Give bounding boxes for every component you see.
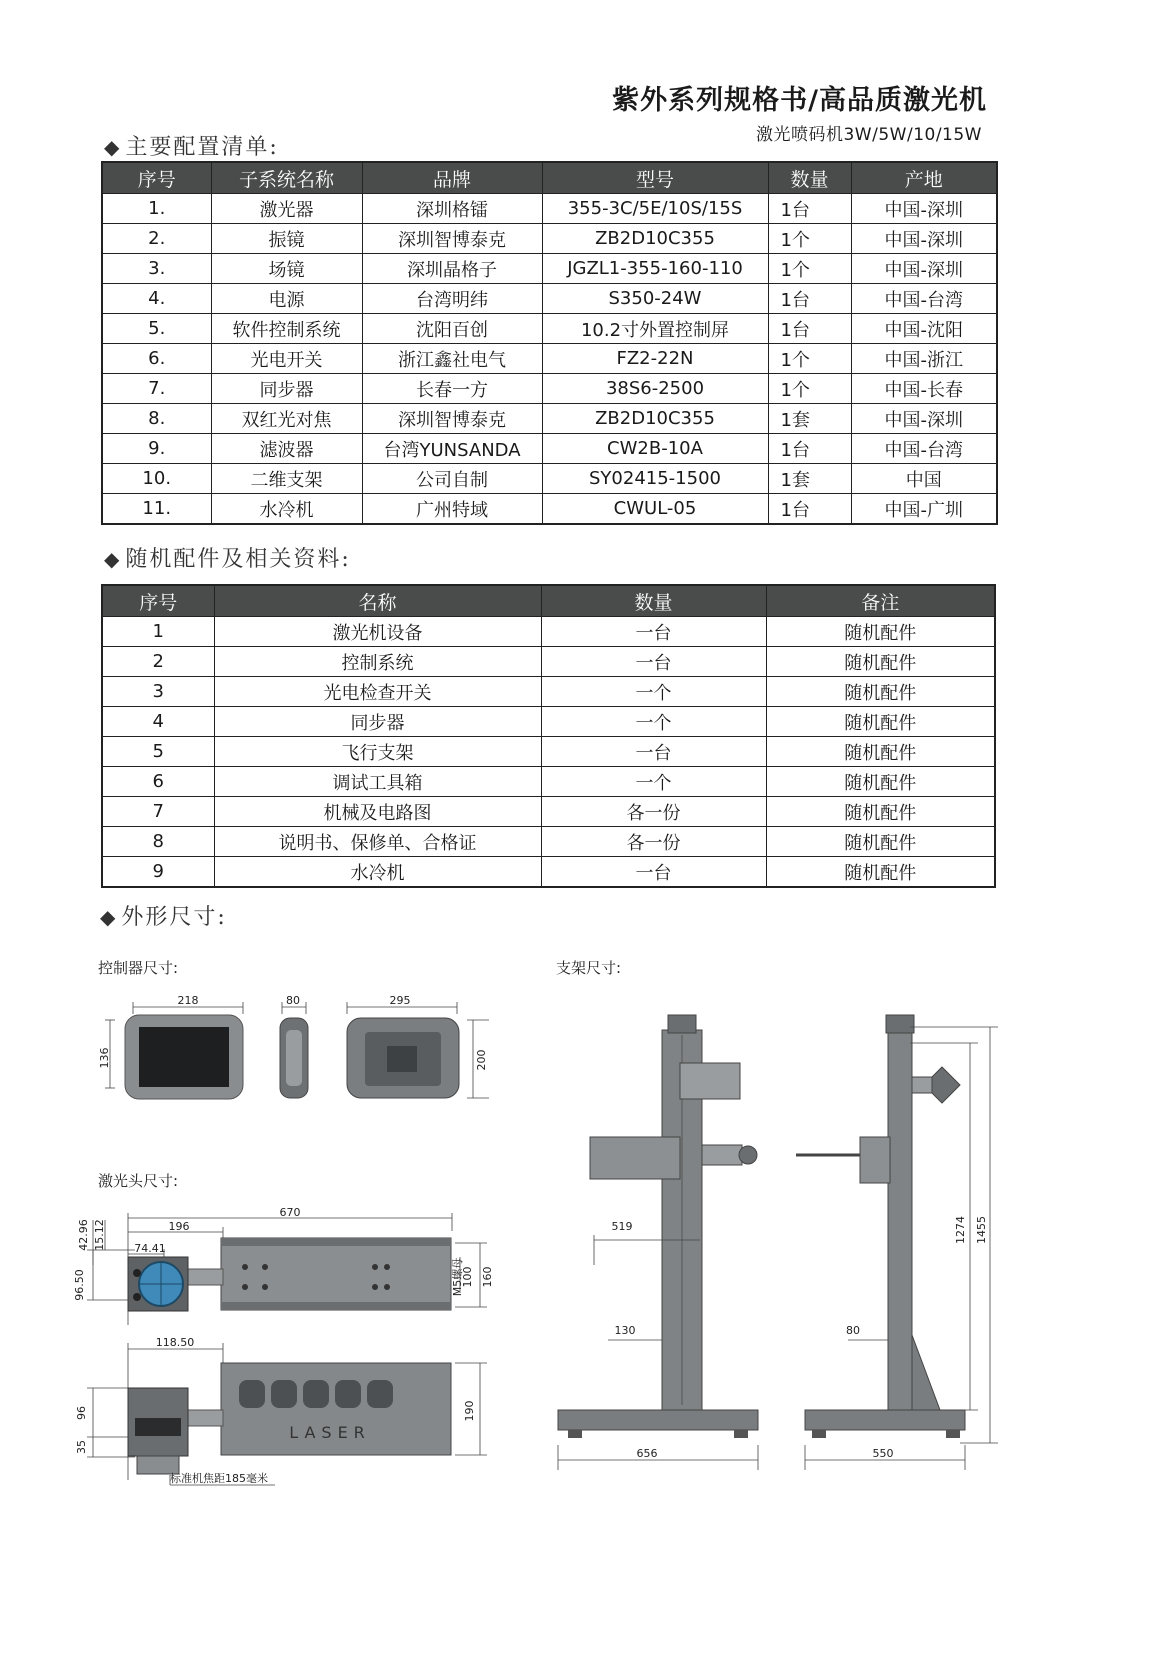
- accessories-section-heading: ◆ 随机配件及相关资料:: [104, 547, 351, 572]
- table-cell: 随机配件: [766, 617, 995, 647]
- table-cell: 随机配件: [766, 857, 995, 888]
- dim-label: 1274: [954, 1216, 967, 1244]
- table-cell: 9: [102, 857, 214, 888]
- table-cell: 1台: [768, 284, 851, 314]
- table-cell: 355-3C/5E/10S/15S: [542, 194, 768, 224]
- table-cell: 浙江鑫社电气: [362, 344, 542, 374]
- table-cell: 4: [102, 707, 214, 737]
- bolt: [133, 1269, 141, 1277]
- table-cell: 各一份: [541, 797, 766, 827]
- table-cell: S350-24W: [542, 284, 768, 314]
- table-cell: 9.: [102, 434, 211, 464]
- dim-label: 80: [846, 1324, 860, 1337]
- config-section-heading: ◆ 主要配置清单:: [104, 135, 279, 160]
- table-cell: 5: [102, 737, 214, 767]
- table-cell: JGZL1-355-160-110: [542, 254, 768, 284]
- accessories-table: [101, 584, 996, 888]
- focal-length-note: 标准机焦距185毫米: [170, 1472, 268, 1485]
- laser-head-top-drawing: [75, 1205, 535, 1335]
- stand-foot: [946, 1430, 960, 1438]
- table-row: [102, 434, 997, 464]
- table-row: [102, 314, 997, 344]
- dim-label: 130: [614, 1324, 636, 1337]
- bolt: [372, 1284, 378, 1290]
- stand-handwheel-icon: [886, 1015, 914, 1033]
- table-cell: 1台: [768, 494, 851, 525]
- bolt: [384, 1284, 390, 1290]
- table-row: [102, 404, 997, 434]
- dim-label: 35: [75, 1440, 88, 1454]
- table-row: [102, 284, 997, 314]
- table-cell: 深圳格镭: [362, 194, 542, 224]
- laser-body-rail: [221, 1302, 451, 1310]
- table-cell: 一台: [541, 857, 766, 888]
- bolt: [262, 1284, 268, 1290]
- table-cell: 台湾明纬: [362, 284, 542, 314]
- dim-label: 218: [177, 994, 199, 1007]
- table-cell: 深圳智博泰克: [362, 224, 542, 254]
- table-cell: 一个: [541, 767, 766, 797]
- stand-foot: [734, 1430, 748, 1438]
- stand-base-side: [805, 1410, 965, 1430]
- accessories-col-header: 备注: [766, 585, 995, 617]
- table-row: [102, 767, 995, 797]
- table-cell: 1.: [102, 194, 211, 224]
- table-cell: 台湾YUNSANDA: [362, 434, 542, 464]
- table-cell: 电源: [211, 284, 362, 314]
- config-col-header: 序号: [102, 162, 211, 194]
- dim-label: 550: [872, 1447, 894, 1460]
- table-cell: 说明书、保修单、合格证: [214, 827, 541, 857]
- table-cell: 1套: [768, 464, 851, 494]
- dim-label: 1455: [975, 1216, 988, 1244]
- stand-mount-arm: [912, 1077, 932, 1093]
- table-cell: 1套: [768, 404, 851, 434]
- laser-vent-icon: [239, 1380, 393, 1408]
- dim-label: 100: [461, 1266, 474, 1288]
- table-cell: 场镜: [211, 254, 362, 284]
- table-cell: 激光机设备: [214, 617, 541, 647]
- stand-handwheel-icon: [668, 1015, 696, 1033]
- page-subtitle: 激光喷码机3W/5W/10/15W: [755, 125, 982, 145]
- table-cell: 1台: [768, 314, 851, 344]
- table-cell: 一台: [541, 737, 766, 767]
- table-row: [102, 677, 995, 707]
- table-cell: 随机配件: [766, 827, 995, 857]
- table-cell: 光电开关: [211, 344, 362, 374]
- table-cell: 3: [102, 677, 214, 707]
- config-col-header: 子系统名称: [211, 162, 362, 194]
- bolt: [384, 1264, 390, 1270]
- laser-head-side-drawing: [75, 1335, 535, 1490]
- table-cell: 8.: [102, 404, 211, 434]
- bolt: [133, 1293, 141, 1301]
- table-cell: 1: [102, 617, 214, 647]
- stand-gusset: [912, 1335, 940, 1410]
- table-cell: 深圳智博泰克: [362, 404, 542, 434]
- dim-label: 96.50: [73, 1269, 86, 1301]
- table-cell: 中国-广圳: [851, 494, 997, 525]
- table-cell: 1个: [768, 254, 851, 284]
- dim-label: 136: [98, 1047, 111, 1069]
- dim-label: 80: [286, 994, 300, 1007]
- accessories-col-header: 数量: [541, 585, 766, 617]
- controller-dims-label: 控制器尺寸:: [98, 959, 179, 977]
- dim-label: 118.50: [155, 1336, 195, 1349]
- table-cell: 软件控制系统: [211, 314, 362, 344]
- table-cell: 一台: [541, 647, 766, 677]
- laser-logo: LASER: [289, 1423, 371, 1442]
- dim-label: 670: [279, 1206, 301, 1219]
- table-row: [102, 707, 995, 737]
- stand-clamp: [680, 1063, 740, 1099]
- accessories-col-header: 名称: [214, 585, 541, 617]
- table-cell: 随机配件: [766, 647, 995, 677]
- table-cell: 5.: [102, 314, 211, 344]
- table-row: [102, 254, 997, 284]
- stand-side-clamp: [860, 1137, 890, 1183]
- table-cell: 10.2寸外置控制屏: [542, 314, 768, 344]
- table-row: [102, 464, 997, 494]
- table-row: [102, 494, 997, 525]
- table-cell: 1台: [768, 194, 851, 224]
- table-cell: 38S6-2500: [542, 374, 768, 404]
- table-cell: 3.: [102, 254, 211, 284]
- table-cell: 机械及电路图: [214, 797, 541, 827]
- table-cell: 一台: [541, 617, 766, 647]
- table-cell: 光电检查开关: [214, 677, 541, 707]
- table-cell: 双红光对焦: [211, 404, 362, 434]
- table-row: [102, 374, 997, 404]
- table-cell: 公司自制: [362, 464, 542, 494]
- table-cell: 同步器: [214, 707, 541, 737]
- table-cell: 6.: [102, 344, 211, 374]
- table-cell: 控制系统: [214, 647, 541, 677]
- table-cell: 1个: [768, 224, 851, 254]
- table-cell: 2: [102, 647, 214, 677]
- table-cell: 激光器: [211, 194, 362, 224]
- controller-screen: [139, 1027, 229, 1087]
- table-cell: 随机配件: [766, 797, 995, 827]
- table-cell: 7.: [102, 374, 211, 404]
- table-row: [102, 194, 997, 224]
- laser-body-rail: [221, 1238, 451, 1246]
- dim-label: 96: [75, 1406, 88, 1420]
- bolt: [242, 1284, 248, 1290]
- controller-side-detail: [286, 1030, 302, 1086]
- table-row: [102, 797, 995, 827]
- stand-foot: [568, 1430, 582, 1438]
- stand-drawing: [550, 1005, 1020, 1485]
- config-col-header: 型号: [542, 162, 768, 194]
- table-cell: SY02415-1500: [542, 464, 768, 494]
- table-cell: 飞行支架: [214, 737, 541, 767]
- table-cell: 二维支架: [211, 464, 362, 494]
- table-cell: 随机配件: [766, 707, 995, 737]
- dim-label: M5螺母: [451, 1257, 464, 1297]
- table-cell: 7: [102, 797, 214, 827]
- table-cell: 一个: [541, 707, 766, 737]
- table-row: [102, 857, 995, 888]
- dim-label: 160: [481, 1266, 494, 1288]
- table-cell: 水冷机: [214, 857, 541, 888]
- diamond-bullet-icon: ◆: [100, 905, 118, 929]
- table-cell: 随机配件: [766, 737, 995, 767]
- stand-foot: [812, 1430, 826, 1438]
- dim-label: 656: [636, 1447, 658, 1460]
- table-row: [102, 224, 997, 254]
- table-row: [102, 827, 995, 857]
- diamond-bullet-icon: ◆: [104, 135, 122, 159]
- dim-label: 190: [463, 1400, 476, 1422]
- table-row: [102, 737, 995, 767]
- bolt: [372, 1264, 378, 1270]
- table-cell: 长春一方: [362, 374, 542, 404]
- dimensions-section-heading: ◆ 外形尺寸:: [100, 905, 227, 930]
- table-cell: 中国-台湾: [851, 284, 997, 314]
- table-cell: 中国-沈阳: [851, 314, 997, 344]
- table-cell: 中国-深圳: [851, 404, 997, 434]
- stand-dims-label: 支架尺寸:: [556, 959, 622, 977]
- table-cell: CWUL-05: [542, 494, 768, 525]
- table-cell: 随机配件: [766, 677, 995, 707]
- table-cell: 同步器: [211, 374, 362, 404]
- dim-label: 200: [475, 1049, 488, 1071]
- controller-drawing: [95, 990, 515, 1110]
- config-col-header: 品牌: [362, 162, 542, 194]
- dim-label: 196: [168, 1220, 190, 1233]
- table-cell: 沈阳百创: [362, 314, 542, 344]
- dim-label: 295: [389, 994, 411, 1007]
- table-cell: 1个: [768, 344, 851, 374]
- accessories-table-header: [102, 585, 995, 617]
- table-cell: 滤波器: [211, 434, 362, 464]
- table-cell: CW2B-10A: [542, 434, 768, 464]
- config-table-header: [102, 162, 997, 194]
- table-cell: 10.: [102, 464, 211, 494]
- table-cell: 中国-深圳: [851, 224, 997, 254]
- table-cell: 中国-长春: [851, 374, 997, 404]
- table-cell: 调试工具箱: [214, 767, 541, 797]
- table-cell: 11.: [102, 494, 211, 525]
- stand-knob-icon: [739, 1146, 757, 1164]
- controller-back-mount: [387, 1046, 417, 1072]
- table-cell: 中国-台湾: [851, 434, 997, 464]
- accessories-col-header: 序号: [102, 585, 214, 617]
- table-cell: ZB2D10C355: [542, 404, 768, 434]
- table-cell: 广州特域: [362, 494, 542, 525]
- bolt: [242, 1264, 248, 1270]
- dim-label: 519: [611, 1220, 633, 1233]
- stand-arm: [590, 1137, 680, 1179]
- dim-label: 74.41: [134, 1242, 166, 1255]
- config-col-header: 数量: [768, 162, 851, 194]
- table-cell: 水冷机: [211, 494, 362, 525]
- table-row: [102, 617, 995, 647]
- table-cell: 1个: [768, 374, 851, 404]
- table-cell: 中国-深圳: [851, 194, 997, 224]
- table-cell: 随机配件: [766, 767, 995, 797]
- table-cell: FZ2-22N: [542, 344, 768, 374]
- laser-neck: [187, 1410, 223, 1426]
- table-cell: 深圳晶格子: [362, 254, 542, 284]
- diamond-bullet-icon: ◆: [104, 547, 122, 571]
- table-cell: 中国: [851, 464, 997, 494]
- laser-neck: [187, 1269, 223, 1285]
- stand-column-side: [888, 1030, 912, 1410]
- table-cell: 8: [102, 827, 214, 857]
- config-col-header: 产地: [851, 162, 997, 194]
- stand-arm-extension: [702, 1145, 742, 1165]
- table-cell: 中国-浙江: [851, 344, 997, 374]
- page-title: 紫外系列规格书/高品质激光机: [612, 85, 987, 116]
- config-table: [101, 161, 998, 525]
- laser-head-dims-label: 激光头尺寸:: [98, 1172, 179, 1190]
- table-cell: 6: [102, 767, 214, 797]
- table-row: [102, 647, 995, 677]
- table-cell: 2.: [102, 224, 211, 254]
- table-cell: 一个: [541, 677, 766, 707]
- table-cell: 各一份: [541, 827, 766, 857]
- table-cell: 振镜: [211, 224, 362, 254]
- table-cell: ZB2D10C355: [542, 224, 768, 254]
- table-cell: 1台: [768, 434, 851, 464]
- table-row: [102, 344, 997, 374]
- laser-body-top: [221, 1238, 451, 1310]
- dim-label: 15.12: [93, 1219, 106, 1251]
- table-cell: 中国-深圳: [851, 254, 997, 284]
- table-cell: 4.: [102, 284, 211, 314]
- dim-label: 42.96: [77, 1219, 90, 1251]
- bolt: [262, 1264, 268, 1270]
- stand-base-front: [558, 1410, 758, 1430]
- galvo-window: [135, 1418, 181, 1436]
